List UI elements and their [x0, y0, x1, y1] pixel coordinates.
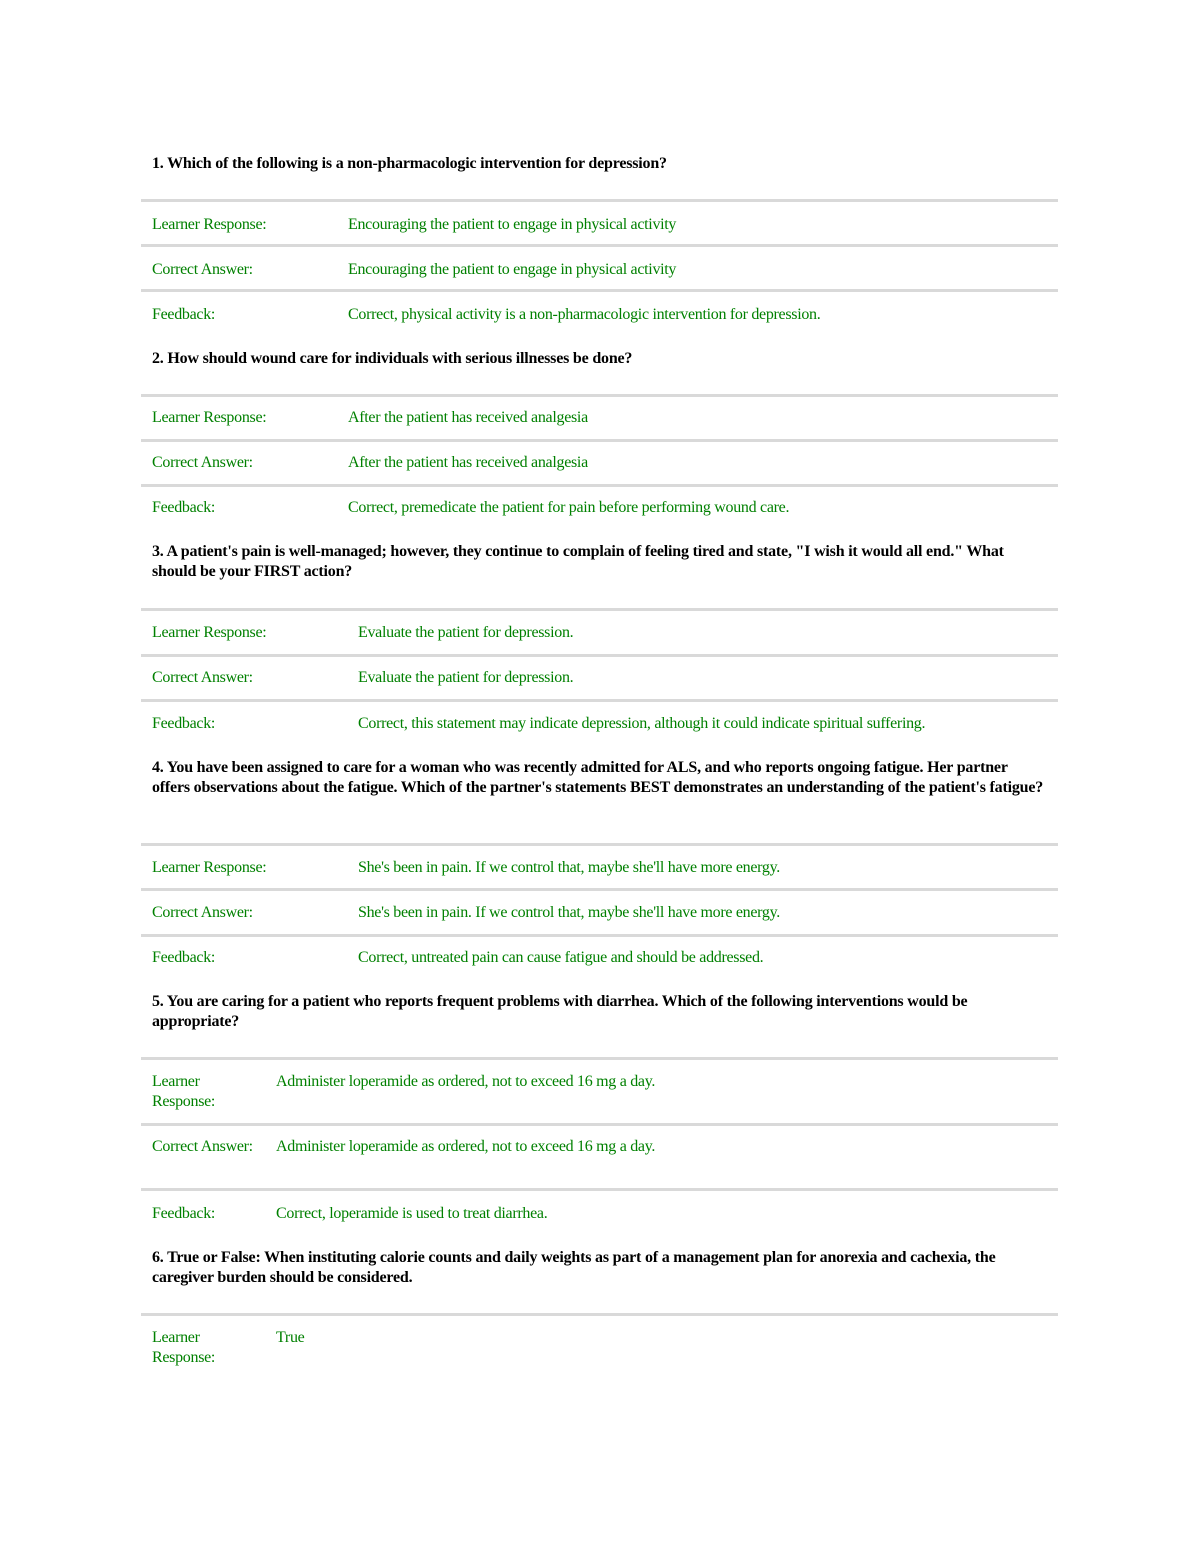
question-3: 3. A patient's pain is well-managed; however, they continue to complain of feeling tired and state, "I wish it would all end." What should be your FIRST action?: [152, 543, 1004, 580]
question-6: 6. True or False: When instituting calorie counts and daily weights as part of a management plan for anorexia and cachexia, the caregiver burden should be considered.: [152, 1249, 996, 1286]
divider: [141, 888, 1058, 891]
learner-response-value: She's been in pain. If we control that, maybe she'll have more energy.: [358, 859, 780, 876]
learner-response-label: Learner Response:: [152, 1329, 216, 1366]
learner-response-label: Learner Response:: [152, 1073, 216, 1110]
learner-response-value: Administer loperamide as ordered, not to exceed 16 mg a day.: [276, 1073, 656, 1090]
divider: [141, 1057, 1058, 1060]
learner-response-value: True: [276, 1329, 305, 1346]
feedback-label: Feedback:: [152, 715, 216, 732]
divider: [141, 1188, 1058, 1191]
correct-answer-label: Correct Answer:: [152, 454, 253, 471]
divider: [141, 608, 1058, 611]
divider: [141, 394, 1058, 397]
learner-response-value: Evaluate the patient for depression.: [358, 624, 574, 641]
feedback-value: Correct, loperamide is used to treat diarrhea.: [276, 1205, 548, 1222]
correct-answer-label: Correct Answer:: [152, 261, 253, 278]
learner-response-label: Learner Response:: [152, 624, 267, 641]
divider: [141, 699, 1058, 702]
divider: [141, 1123, 1058, 1126]
feedback-value: Correct, this statement may indicate depression, although it could indicate spiritual suffering.: [358, 715, 926, 732]
feedback-label: Feedback:: [152, 499, 216, 516]
divider: [141, 289, 1058, 292]
divider: [141, 484, 1058, 487]
feedback-value: Correct, physical activity is a non-pharmacologic intervention for depression.: [348, 306, 821, 323]
divider: [141, 199, 1058, 202]
question-5: 5. You are caring for a patient who reports frequent problems with diarrhea. Which of the following interventions would be appropriate?: [152, 993, 968, 1030]
learner-response-value: After the patient has received analgesia: [348, 409, 588, 426]
question-1: 1. Which of the following is a non-pharmacologic intervention for depression?: [152, 155, 667, 172]
divider: [141, 439, 1058, 442]
feedback-label: Feedback:: [152, 306, 216, 323]
feedback-value: Correct, premedicate the patient for pain before performing wound care.: [348, 499, 790, 516]
learner-response-label: Learner Response:: [152, 216, 267, 233]
correct-answer-label: Correct Answer:: [152, 1138, 253, 1155]
correct-answer-label: Correct Answer:: [152, 904, 253, 921]
divider: [141, 1313, 1058, 1316]
learner-response-label: Learner Response:: [152, 409, 267, 426]
divider: [141, 934, 1058, 937]
correct-answer-label: Correct Answer:: [152, 669, 253, 686]
learner-response-value: Encouraging the patient to engage in physical activity: [348, 216, 677, 233]
feedback-label: Feedback:: [152, 1205, 216, 1222]
divider: [141, 654, 1058, 657]
feedback-value: Correct, untreated pain can cause fatigue and should be addressed.: [358, 949, 764, 966]
divider: [141, 244, 1058, 247]
divider: [141, 843, 1058, 846]
correct-answer-value: Evaluate the patient for depression.: [358, 669, 574, 686]
question-4: 4. You have been assigned to care for a woman who was recently admitted for ALS, and who reports ongoing fatigue. Her partner offers observations about the fatigue. Which of the partner's statements BEST demonstrates an understanding of the patient's fatigue?: [152, 759, 1044, 796]
correct-answer-value: After the patient has received analgesia: [348, 454, 588, 471]
question-2: 2. How should wound care for individuals with serious illnesses be done?: [152, 350, 633, 367]
correct-answer-value: Administer loperamide as ordered, not to exceed 16 mg a day.: [276, 1138, 656, 1155]
learner-response-label: Learner Response:: [152, 859, 267, 876]
feedback-label: Feedback:: [152, 949, 216, 966]
correct-answer-value: She's been in pain. If we control that, maybe she'll have more energy.: [358, 904, 780, 921]
correct-answer-value: Encouraging the patient to engage in physical activity: [348, 261, 677, 278]
